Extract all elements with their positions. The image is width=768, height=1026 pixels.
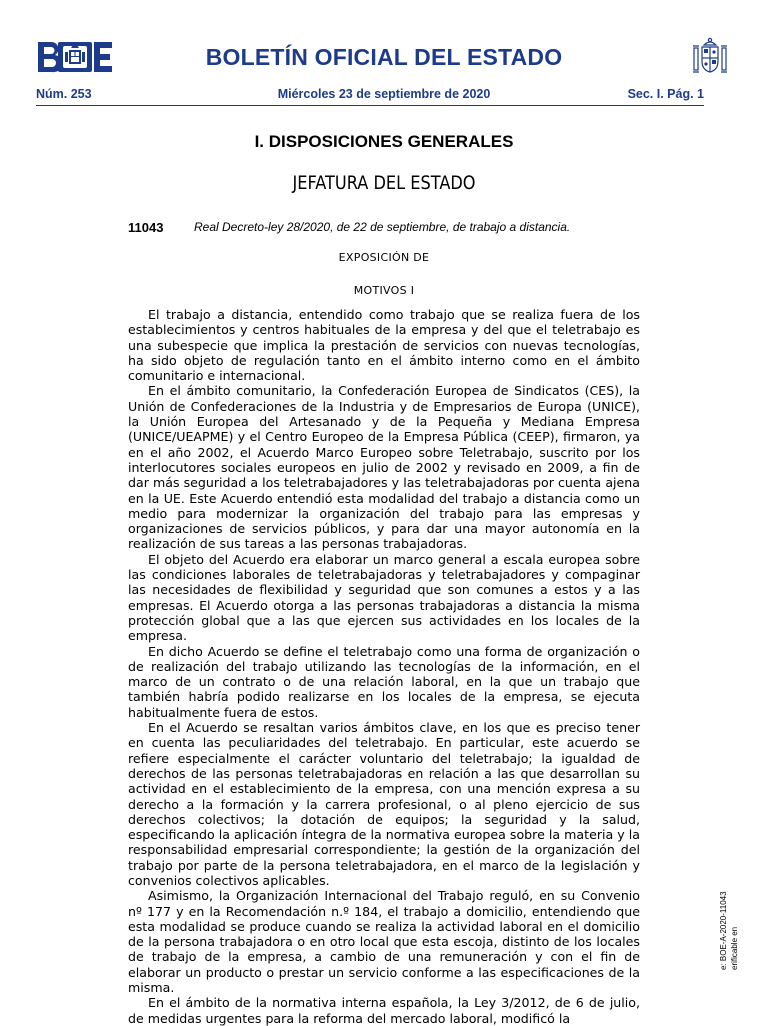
paragraph: El objeto del Acuerdo era elaborar un marco general a escala europea sobre las condiciones laborales de teletrabajadoras y teletrabajadores y compaginar las necesidades de flexibilidad y seguridad que son comunes a estos y a las empresas. El Acuerdo otorga a las personas trabajadoras a distancia la misma protección global que a las que ejercen sus actividades en los locales de la empresa. — [128, 551, 640, 644]
paragraph: El trabajo a distancia, entendido como trabajo que se realiza fuera de los establecimientos y centros habituales de la empresa y del que el teletrabajo es una subespecie que implica la prestación de servicios con nuevas tecnologías, ha sido objeto de regulación tanto en el ámbito interno como en el ámbito comunitario e internacional. — [128, 307, 640, 384]
gazette-title: BOLETÍN OFICIAL DEL ESTADO — [205, 44, 563, 70]
verification-note: erificable en — [730, 926, 739, 970]
chapter-heading: MOTIVOS I — [353, 284, 415, 297]
paragraph: Asimismo, la Organización Internacional del Trabajo reguló, en su Convenio nº 177 y en la Recomendación n.º 184, el trabajo a domicilio, entendiendo que esta modalidad se produce cuando se realiza la actividad laboral en el domicilio de la persona trabajadora o en otro local que esta escoja, distinto de los locales de trabajo de la empresa, a cambio de una remuneración y con el fin de elaborar un producto o prestar un servicio conforme a las especificaciones de la misma. — [128, 888, 640, 996]
issue-date: Miércoles 23 de septiembre de 2020 — [277, 87, 491, 101]
paragraph: En el ámbito de la normativa interna española, la Ley 3/2012, de 6 de julio, de medidas urgentes para la reforma del mercado laboral, modificó la — [128, 995, 640, 1026]
document-body — [128, 307, 640, 1026]
disposition-number: 11043 — [128, 220, 164, 235]
issue-number: Núm. 253 — [36, 87, 92, 101]
preamble-heading: EXPOSICIÓN DE — [338, 251, 430, 264]
paragraph: En el ámbito comunitario, la Confederación Europea de Sindicatos (CES), la Unión de Confederaciones de la Industria y de Empresarios de Europa (UNICE), la Unión Europea del Artesanado y de la Pequeña y Mediana Empresa (UNICE/UEAPME) y el Centro Europeo de la Empresa Pública (CEEP), firmaron, ya en el año 2002, el Acuerdo Marco Europeo sobre Teletrabajo, suscrito por los interlocutores sociales europeos en julio de 2002 y revisado en 2009, a fin de dar más seguridad a los teletrabajadores y las teletrabajadoras por cuenta ajena en la UE. Este Acuerdo entendió esta modalidad del trabajo a distancia como un medio para modernizar la organización del trabajo para las empresas y organizaciones de servicios públicos, y para dar una mayor autonomía en la realización de sus tareas a las personas trabajadoras. — [128, 383, 640, 552]
section-heading: I. DISPOSICIONES GENERALES — [254, 132, 514, 151]
paragraph: En dicho Acuerdo se define el teletrabajo como una forma de organización o de realización del trabajo utilizando las tecnologías de la información, en el marco de un contrato o de una relación laboral, en la que un trabajo que también habría podido realizarse en los locales de la empresa, se ejecuta habitualmente fuera de estos. — [128, 643, 640, 720]
section-page: Sec. I. Pág. 1 — [627, 87, 704, 101]
verification-code: e: BOE-A-2020-11043 — [719, 891, 728, 970]
disposition-title: Real Decreto-ley 28/2020, de 22 de septiembre, de trabajo a distancia. — [194, 220, 571, 234]
header-divider — [36, 105, 704, 106]
coat-of-arms-icon — [690, 36, 730, 80]
issuing-organ: JEFATURA DEL ESTADO — [292, 172, 476, 194]
paragraph: En el Acuerdo se resaltan varios ámbitos clave, en los que es preciso tener en cuenta las peculiaridades del teletrabajo. En particular, este acuerdo se refiere especialmente el carácter voluntario del teletrabajo; la igualdad de derechos de las personas teletrabajadoras en relación a las que desarrollan su actividad en el establecimiento de la empresa, con una mención expresa a su derecho a la formación y la carrera profesional, o al pleno ejercicio de sus derechos colectivos; la dotación de equipos; la seguridad y la salud, especificando la aplicación íntegra de la normativa europea sobre la materia y la responsabilidad empresarial correspondiente; la gestión de la organización del trabajo por parte de la persona teletrabajadora, en el marco de la legislación y convenios colectivos aplicables. — [128, 720, 640, 888]
